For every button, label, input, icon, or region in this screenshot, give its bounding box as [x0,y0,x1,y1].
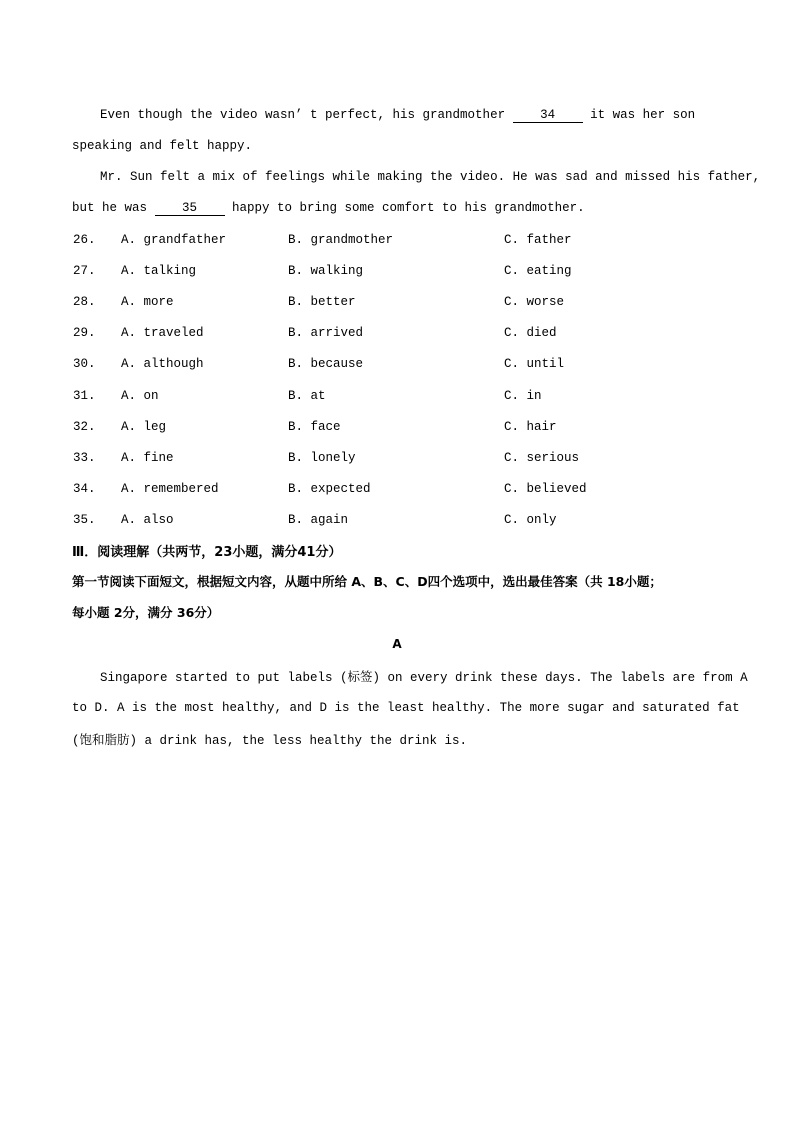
text-segment: it was her son [582,108,696,122]
passage-paragraph-1-line-1 [100,108,695,123]
text-segment: happy to bring some comfort to his grandmother. [224,201,585,215]
option-a: A. although [121,357,204,371]
option-c: C. serious [504,451,580,465]
section-3-instructions-line-1: 第一节阅读下面短文，根据短文内容，从题中所给 A、B、C、D四个选项中，选出最佳答案（共 18小题； [72,574,662,589]
option-a: A. fine [121,451,174,465]
option-b: B. face [288,420,341,434]
question-number: 27. [73,264,96,278]
option-c: C. only [504,513,557,527]
blank-35: 35 [155,202,225,216]
option-a: A. leg [121,420,167,434]
option-a: A. on [121,389,159,403]
passage-paragraph-2-line-1: Mr. Sun felt a mix of feelings while making the video. He was sad and missed his father, [100,170,761,184]
passage-a-title: A [392,637,402,651]
blank-34: 34 [513,109,583,123]
option-c: C. until [504,357,565,371]
passage-paragraph-1-line-2: speaking and felt happy. [72,139,253,153]
option-c: C. believed [504,482,587,496]
passage-a-line-1: Singapore started to put labels (标签) on every drink these days. The labels are from A [100,671,748,685]
option-a: A. more [121,295,174,309]
option-c: C. hair [504,420,557,434]
option-c: C. in [504,389,542,403]
option-b: B. at [288,389,326,403]
option-b: B. walking [288,264,364,278]
question-number: 31. [73,389,96,403]
option-b: B. again [288,513,349,527]
text-segment: Even though the video wasn’ t perfect, his grandmother [100,108,513,122]
question-number: 33. [73,451,96,465]
question-number: 34. [73,482,96,496]
option-c: C. died [504,326,557,340]
option-a: A. also [121,513,174,527]
option-b: B. expected [288,482,371,496]
option-a: A. grandfather [121,233,227,247]
passage-a-line-2: to D. A is the most healthy, and D is the least healthy. The more sugar and saturated fat [72,701,740,715]
passage-paragraph-2-line-2 [72,201,585,216]
option-c: C. eating [504,264,572,278]
question-number: 28. [73,295,96,309]
option-a: A. traveled [121,326,204,340]
question-number: 30. [73,357,96,371]
option-b: B. because [288,357,364,371]
text-segment: but he was [72,201,155,215]
question-number: 35. [73,513,96,527]
option-b: B. grandmother [288,233,394,247]
option-b: B. better [288,295,356,309]
option-c: C. father [504,233,572,247]
option-a: A. remembered [121,482,219,496]
option-b: B. arrived [288,326,364,340]
question-number: 29. [73,326,96,340]
option-a: A. talking [121,264,197,278]
option-b: B. lonely [288,451,356,465]
section-3-title: Ⅲ．阅读理解（共两节，23小题，满分41分） [72,545,342,560]
question-number: 26. [73,233,96,247]
question-number: 32. [73,420,96,434]
section-3-instructions-line-2: 每小题 2分，满分 36分） [72,605,220,620]
passage-a-line-3: (饱和脂肪) a drink has, the less healthy the drink is. [72,734,468,748]
option-c: C. worse [504,295,565,309]
